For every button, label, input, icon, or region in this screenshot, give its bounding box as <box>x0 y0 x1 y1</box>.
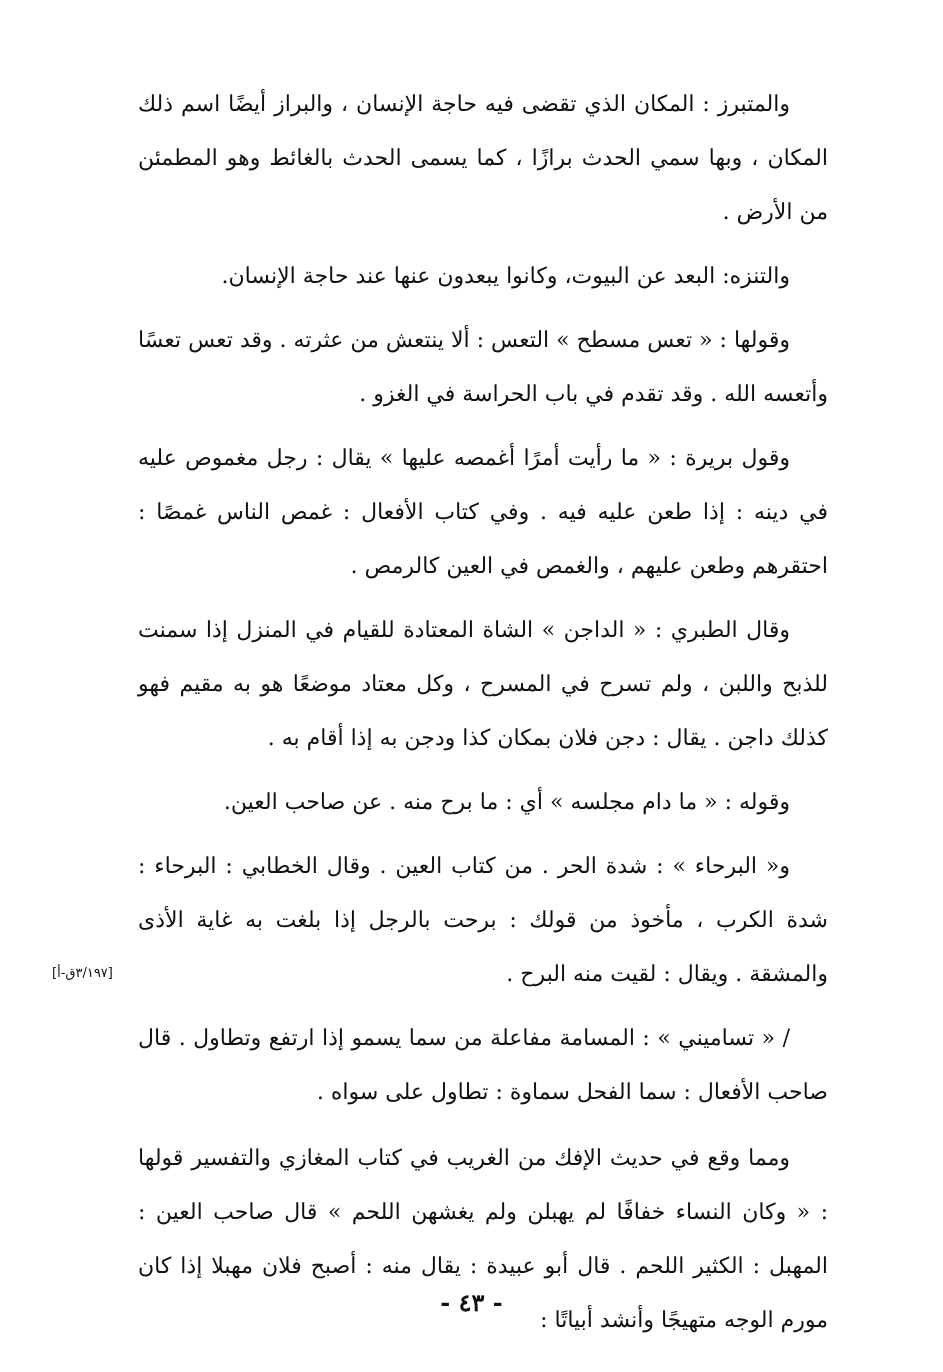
text-body <box>138 78 828 1358</box>
paragraph-tasamini: / « تساميني » : المسامة مفاعلة من سما يسمو إذا ارتفع وتطاول . قال صاحب الأفعال : سما الفحل سماوة : تطاول على سواه . <box>138 1026 828 1105</box>
paragraph-ifk: ومما وقع في حديث الإفك من الغريب في كتاب المغازي والتفسير قولها : « وكان النساء خفافًا لم يهبلن ولم يغشهن اللحم » قال صاحب العين : المهبل : الكثير اللحم . قال أبو عبيدة : يقال منه : أصبح فلان مهبلا إذا كان مورم الوجه متهيجًا وأنشد أبياتًا : <box>138 1146 828 1333</box>
paragraph-tanazzuh: والتنزه: البعد عن البيوت، وكانوا يبعدون عنها عند حاجة الإنسان. <box>221 264 790 289</box>
manuscript-folio-marker: [٣/١٩٧ق-أ] <box>52 966 113 981</box>
paragraph-barira: وقول بريرة : « ما رأيت أمرًا أغمصه عليها » يقال : رجل مغموص عليه في دينه : إذا طعن عليه فيه . وفي كتاب الأفعال : غمص الناس غمصًا : احتقرهم وطعن عليهم ، والغمص في العين كالرمص . <box>138 446 828 579</box>
paragraph-tais-mistah: وقولها : « تعس مسطح » التعس : ألا ينتعش من عثرته . وقد تعس تعسًا وأتعسه الله . وقد تقدم في باب الحراسة في الغزو . <box>138 328 828 407</box>
paragraph-mutabarraz: والمتبرز : المكان الذي تقضى فيه حاجة الإنسان ، والبراز أيضًا اسم ذلك المكان ، وبها سمي الحدث برازًا ، كما يسمى الحدث بالغائط وهو المطمئن من الأرض . <box>138 92 828 225</box>
paragraph-burahaa: و« البرحاء » : شدة الحر . من كتاب العين . وقال الخطابي : البرحاء : شدة الكرب ، مأخوذ من قولك : برحت بالرجل إذا بلغت به غاية الأذى والمشقة . ويقال : لقيت منه البرح . <box>138 854 828 987</box>
page-number: - ٤٣ - <box>440 1288 503 1317</box>
paragraph-majlisuh: وقوله : « ما دام مجلسه » أي : ما برح منه . عن صاحب العين. <box>223 790 790 815</box>
paragraph-dajin: وقال الطبري : « الداجن » الشاة المعتادة للقيام في المنزل إذا سمنت للذبح واللبن ، ولم تسرح في المسرح ، وكل معتاد موضعًا هو به مقيم فهو كذلك داجن . يقال : دجن فلان بمكان كذا ودجن به إذا أقام به . <box>138 618 828 751</box>
